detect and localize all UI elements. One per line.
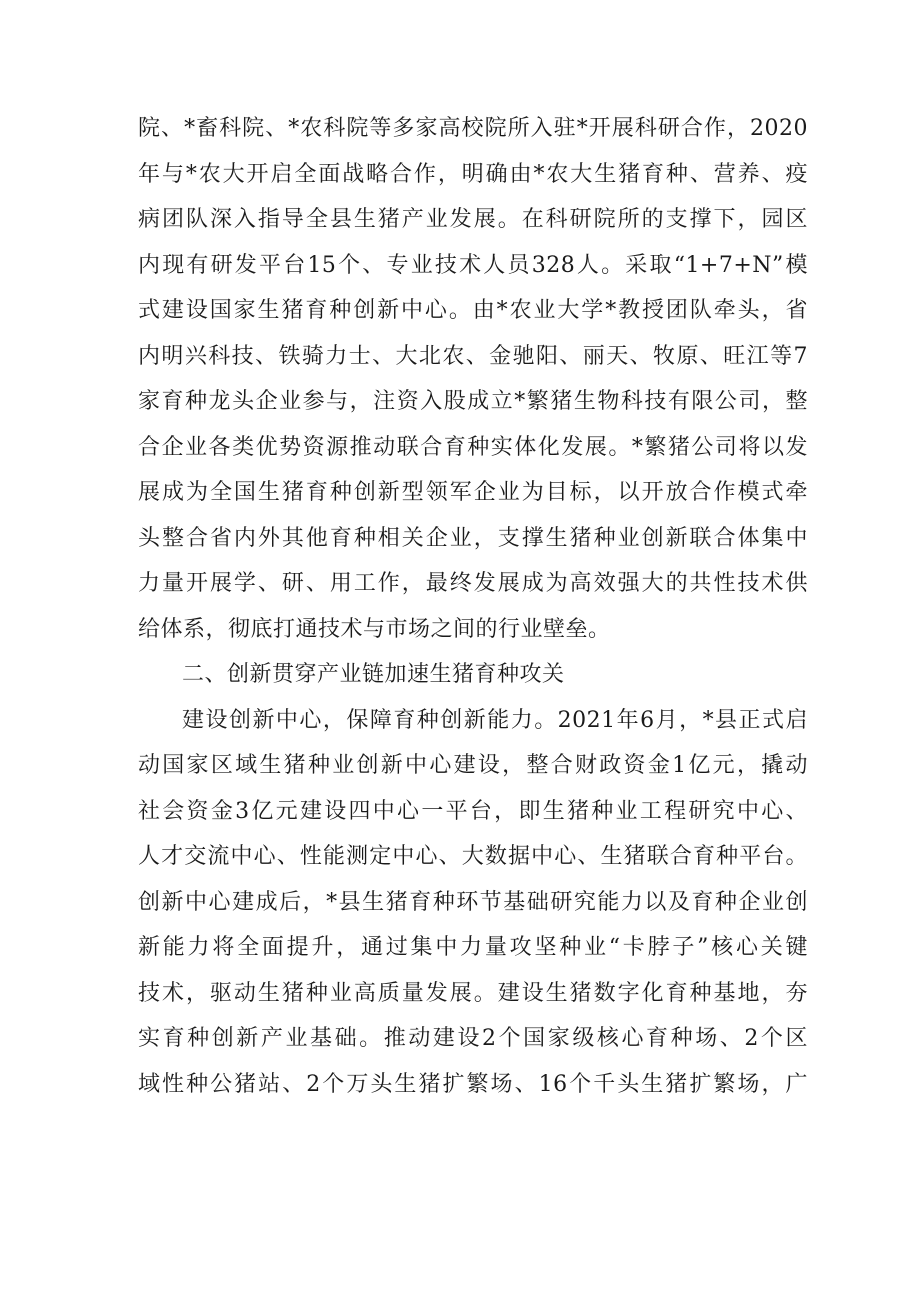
- text-line: 技术，驱动生猪种业高质量发展。建设生猪数字化育种基地，夯: [138, 980, 808, 1006]
- text-line: 年与*农大开启全面战略合作，明确由*农大生猪育种、营养、疫: [138, 161, 808, 187]
- section-heading: 二、创新贯穿产业链加速生猪育种攻关: [182, 662, 565, 687]
- text-line: 域性种公猪站、2个万头生猪扩繁场、16个千头生猪扩繁场，广: [138, 1071, 808, 1097]
- text-line: 人才交流中心、性能测定中心、大数据中心、生猪联合育种平台。: [138, 844, 808, 869]
- paragraph-1: [138, 106, 808, 652]
- text-line: 内明兴科技、铁骑力士、大北农、金驰阳、丽天、牧原、旺江等7: [138, 343, 808, 369]
- text-line: 建设创新中心，保障育种创新能力。2021年6月，*县正式启: [182, 707, 808, 733]
- text-line: 病团队深入指导全县生猪产业发展。在科研院所的支撑下，园区: [138, 207, 808, 232]
- text-line: 社会资金3亿元建设四中心一平台，即生猪种业工程研究中心、: [138, 798, 808, 824]
- body-text: [138, 106, 808, 1107]
- text-line: 创新中心建成后，*县生猪育种环节基础研究能力以及育种企业创: [138, 889, 808, 915]
- text-line: 内现有研发平台15个、专业技术人员328人。采取“1+7+N”模: [138, 252, 808, 278]
- text-line: 家育种龙头企业参与，注资入股成立*繁猪生物科技有限公司，整: [138, 389, 808, 414]
- text-line: 展成为全国生猪育种创新型领军企业为目标，以开放合作模式牵: [138, 480, 808, 505]
- text-line: 力量开展学、研、用工作，最终发展成为高效强大的共性技术供: [138, 571, 808, 596]
- text-line: 实育种创新产业基础。推动建设2个国家级核心育种场、2个区: [138, 1026, 808, 1051]
- paragraph-2: [138, 698, 808, 1108]
- text-line: 合企业各类优势资源推动联合育种实体化发展。*繁猪公司将以发: [138, 434, 808, 460]
- text-line: 动国家区域生猪种业创新中心建设，整合财政资金1亿元，撬动: [138, 753, 808, 778]
- text-line: 给体系，彻底打通技术与市场之间的行业壁垒。: [138, 616, 611, 642]
- text-line: 新能力将全面提升，通过集中力量攻坚种业“卡脖子”核心关键: [138, 935, 808, 960]
- text-line: 头整合省内外其他育种相关企业，支撑生猪种业创新联合体集中: [138, 525, 808, 551]
- text-line: 院、*畜科院、*农科院等多家高校院所入驻*开展科研合作，2020: [138, 116, 808, 141]
- text-line: 式建设国家生猪育种创新中心。由*农业大学*教授团队牵头，省: [138, 298, 808, 323]
